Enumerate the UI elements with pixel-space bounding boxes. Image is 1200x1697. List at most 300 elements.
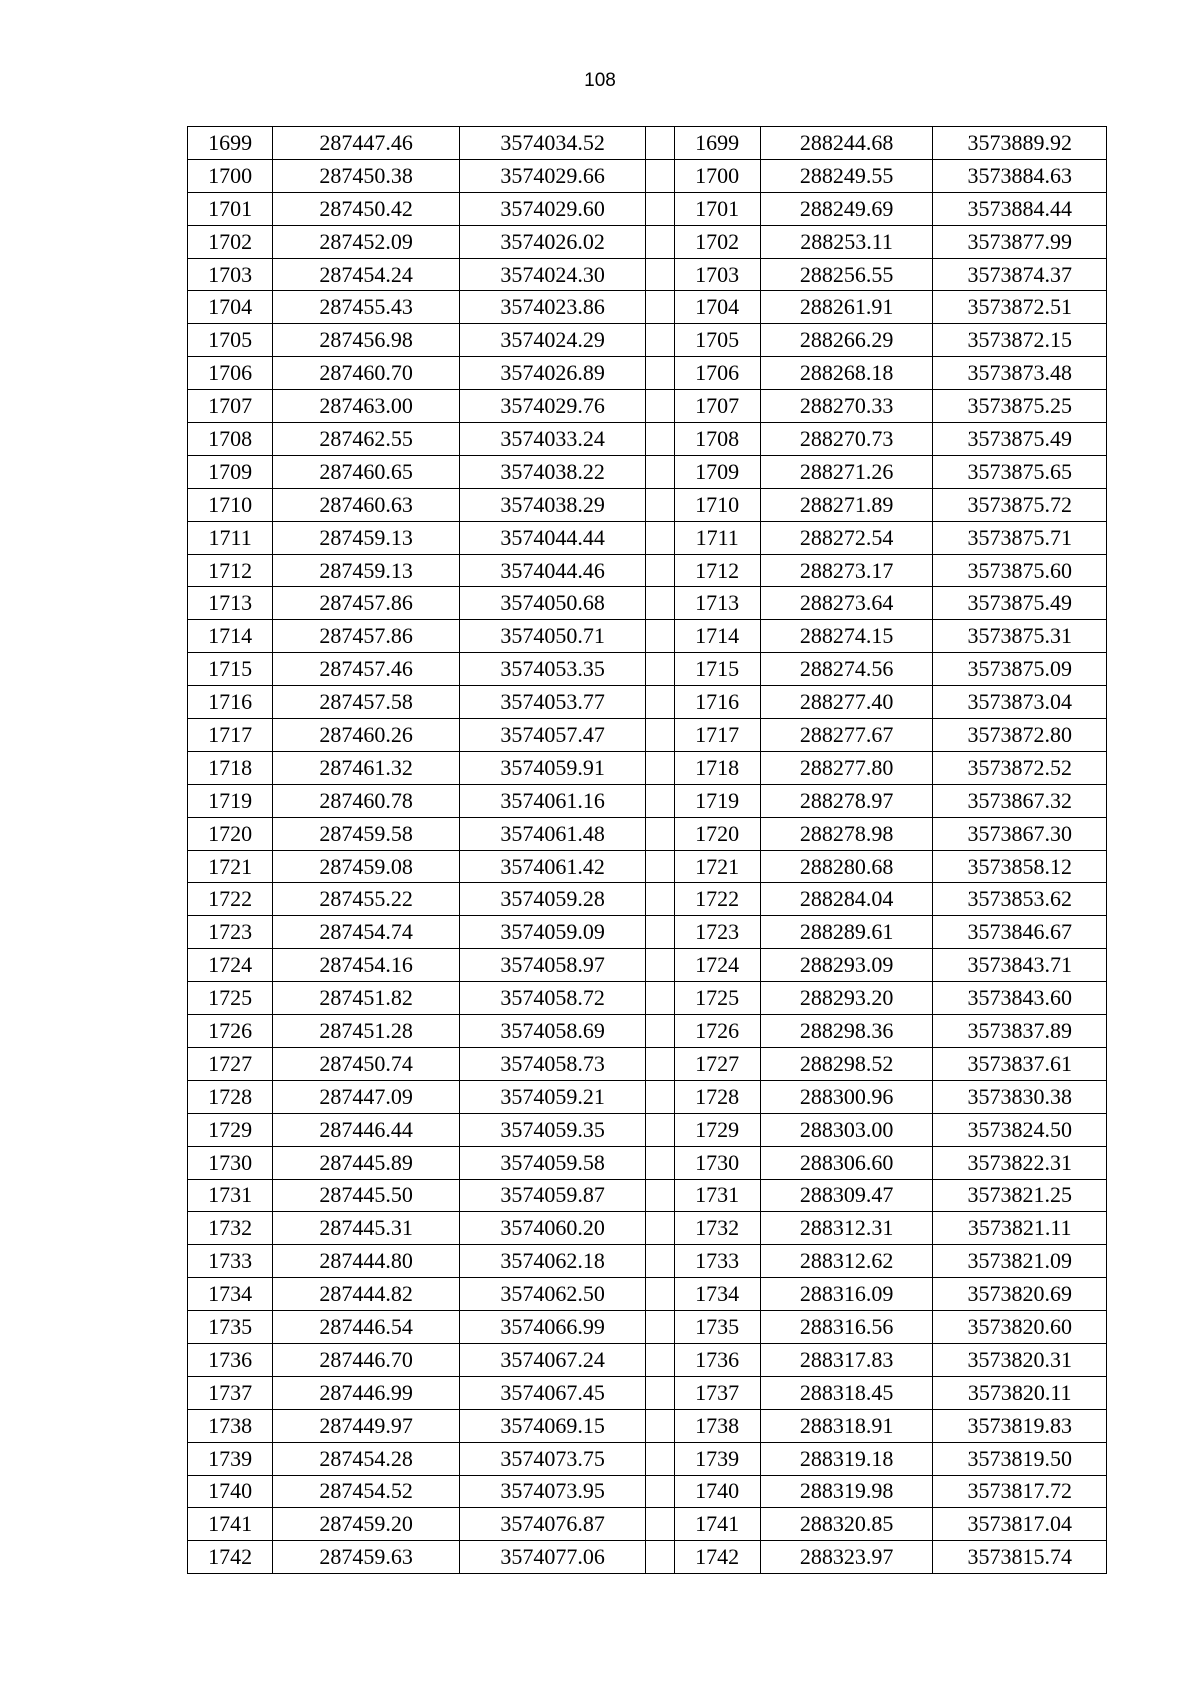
- x-right-cell: 288303.00: [760, 1113, 933, 1146]
- y-right-cell: 3573875.72: [933, 488, 1107, 521]
- x-right-cell: 288278.97: [760, 784, 933, 817]
- y-right-cell: 3573820.31: [933, 1343, 1107, 1376]
- point-id-left-cell: 1735: [188, 1311, 273, 1344]
- x-left-cell: 287459.13: [273, 521, 460, 554]
- x-left-cell: 287445.50: [273, 1179, 460, 1212]
- point-id-right-cell: 1714: [674, 620, 760, 653]
- table-row: [188, 916, 1107, 949]
- y-left-cell: 3574067.24: [459, 1343, 646, 1376]
- gap-cell: [646, 982, 674, 1015]
- point-id-left-cell: 1727: [188, 1047, 273, 1080]
- y-left-cell: 3574050.68: [459, 587, 646, 620]
- point-id-left-cell: 1726: [188, 1015, 273, 1048]
- point-id-right-cell: 1728: [674, 1080, 760, 1113]
- y-left-cell: 3574059.35: [459, 1113, 646, 1146]
- table-row: [188, 521, 1107, 554]
- x-left-cell: 287452.09: [273, 225, 460, 258]
- point-id-left-cell: 1723: [188, 916, 273, 949]
- gap-cell: [646, 686, 674, 719]
- table-row: [188, 1047, 1107, 1080]
- y-right-cell: 3573819.83: [933, 1409, 1107, 1442]
- y-left-cell: 3574073.95: [459, 1475, 646, 1508]
- y-right-cell: 3573872.15: [933, 324, 1107, 357]
- point-id-right-cell: 1729: [674, 1113, 760, 1146]
- y-left-cell: 3574024.30: [459, 258, 646, 291]
- point-id-left-cell: 1713: [188, 587, 273, 620]
- gap-cell: [646, 324, 674, 357]
- x-left-cell: 287446.54: [273, 1311, 460, 1344]
- y-left-cell: 3574059.21: [459, 1080, 646, 1113]
- x-right-cell: 288266.29: [760, 324, 933, 357]
- x-right-cell: 288323.97: [760, 1541, 933, 1574]
- table-row: [188, 1179, 1107, 1212]
- x-left-cell: 287451.82: [273, 982, 460, 1015]
- y-right-cell: 3573877.99: [933, 225, 1107, 258]
- x-left-cell: 287450.38: [273, 159, 460, 192]
- gap-cell: [646, 1080, 674, 1113]
- x-left-cell: 287447.09: [273, 1080, 460, 1113]
- point-id-left-cell: 1701: [188, 192, 273, 225]
- x-right-cell: 288318.45: [760, 1376, 933, 1409]
- y-left-cell: 3574029.76: [459, 390, 646, 423]
- x-right-cell: 288271.26: [760, 455, 933, 488]
- gap-cell: [646, 258, 674, 291]
- y-right-cell: 3573874.37: [933, 258, 1107, 291]
- x-right-cell: 288298.52: [760, 1047, 933, 1080]
- y-right-cell: 3573875.31: [933, 620, 1107, 653]
- x-right-cell: 288298.36: [760, 1015, 933, 1048]
- y-left-cell: 3574044.46: [459, 554, 646, 587]
- point-id-right-cell: 1733: [674, 1245, 760, 1278]
- y-right-cell: 3573824.50: [933, 1113, 1107, 1146]
- point-id-left-cell: 1705: [188, 324, 273, 357]
- gap-cell: [646, 653, 674, 686]
- table-row: [188, 1409, 1107, 1442]
- gap-cell: [646, 1376, 674, 1409]
- point-id-right-cell: 1699: [674, 127, 760, 160]
- x-left-cell: 287446.44: [273, 1113, 460, 1146]
- y-left-cell: 3574038.29: [459, 488, 646, 521]
- x-right-cell: 288277.80: [760, 751, 933, 784]
- point-id-left-cell: 1706: [188, 357, 273, 390]
- x-right-cell: 288312.31: [760, 1212, 933, 1245]
- point-id-right-cell: 1727: [674, 1047, 760, 1080]
- x-left-cell: 287454.16: [273, 949, 460, 982]
- table-row: [188, 455, 1107, 488]
- y-left-cell: 3574073.75: [459, 1442, 646, 1475]
- point-id-right-cell: 1703: [674, 258, 760, 291]
- y-right-cell: 3573820.60: [933, 1311, 1107, 1344]
- y-right-cell: 3573858.12: [933, 850, 1107, 883]
- x-right-cell: 288273.17: [760, 554, 933, 587]
- x-right-cell: 288300.96: [760, 1080, 933, 1113]
- point-id-left-cell: 1732: [188, 1212, 273, 1245]
- point-id-left-cell: 1725: [188, 982, 273, 1015]
- y-left-cell: 3574062.50: [459, 1278, 646, 1311]
- gap-cell: [646, 817, 674, 850]
- y-left-cell: 3574053.77: [459, 686, 646, 719]
- table-row: [188, 488, 1107, 521]
- y-right-cell: 3573830.38: [933, 1080, 1107, 1113]
- y-right-cell: 3573837.89: [933, 1015, 1107, 1048]
- table-row: [188, 850, 1107, 883]
- table-row: [188, 1113, 1107, 1146]
- point-id-right-cell: 1722: [674, 883, 760, 916]
- point-id-right-cell: 1736: [674, 1343, 760, 1376]
- x-right-cell: 288278.98: [760, 817, 933, 850]
- y-right-cell: 3573875.65: [933, 455, 1107, 488]
- x-left-cell: 287447.46: [273, 127, 460, 160]
- gap-cell: [646, 291, 674, 324]
- y-right-cell: 3573867.30: [933, 817, 1107, 850]
- point-id-left-cell: 1719: [188, 784, 273, 817]
- table-row: [188, 1541, 1107, 1574]
- point-id-right-cell: 1726: [674, 1015, 760, 1048]
- x-right-cell: 288293.20: [760, 982, 933, 1015]
- point-id-right-cell: 1720: [674, 817, 760, 850]
- table-row: [188, 883, 1107, 916]
- point-id-left-cell: 1704: [188, 291, 273, 324]
- gap-cell: [646, 455, 674, 488]
- point-id-left-cell: 1734: [188, 1278, 273, 1311]
- y-left-cell: 3574059.87: [459, 1179, 646, 1212]
- y-right-cell: 3573872.52: [933, 751, 1107, 784]
- x-left-cell: 287460.63: [273, 488, 460, 521]
- point-id-right-cell: 1730: [674, 1146, 760, 1179]
- table-row: [188, 1475, 1107, 1508]
- point-id-right-cell: 1718: [674, 751, 760, 784]
- y-left-cell: 3574034.52: [459, 127, 646, 160]
- table-row: [188, 1311, 1107, 1344]
- gap-cell: [646, 127, 674, 160]
- point-id-right-cell: 1734: [674, 1278, 760, 1311]
- point-id-left-cell: 1715: [188, 653, 273, 686]
- x-left-cell: 287460.70: [273, 357, 460, 390]
- table-row: [188, 1376, 1107, 1409]
- y-right-cell: 3573853.62: [933, 883, 1107, 916]
- y-right-cell: 3573822.31: [933, 1146, 1107, 1179]
- point-id-left-cell: 1703: [188, 258, 273, 291]
- x-right-cell: 288249.55: [760, 159, 933, 192]
- point-id-right-cell: 1724: [674, 949, 760, 982]
- table-row: [188, 554, 1107, 587]
- gap-cell: [646, 784, 674, 817]
- y-left-cell: 3574059.09: [459, 916, 646, 949]
- x-right-cell: 288320.85: [760, 1508, 933, 1541]
- x-right-cell: 288244.68: [760, 127, 933, 160]
- table-row: [188, 1080, 1107, 1113]
- point-id-left-cell: 1722: [188, 883, 273, 916]
- point-id-right-cell: 1715: [674, 653, 760, 686]
- point-id-left-cell: 1712: [188, 554, 273, 587]
- table-row: [188, 620, 1107, 653]
- x-right-cell: 288256.55: [760, 258, 933, 291]
- table-row: [188, 1442, 1107, 1475]
- table-row: [188, 751, 1107, 784]
- table-row: [188, 357, 1107, 390]
- y-right-cell: 3573875.71: [933, 521, 1107, 554]
- table-row: [188, 587, 1107, 620]
- y-left-cell: 3574029.66: [459, 159, 646, 192]
- y-left-cell: 3574061.48: [459, 817, 646, 850]
- x-left-cell: 287459.08: [273, 850, 460, 883]
- x-right-cell: 288318.91: [760, 1409, 933, 1442]
- x-left-cell: 287454.74: [273, 916, 460, 949]
- point-id-left-cell: 1729: [188, 1113, 273, 1146]
- y-right-cell: 3573837.61: [933, 1047, 1107, 1080]
- x-right-cell: 288280.68: [760, 850, 933, 883]
- point-id-left-cell: 1700: [188, 159, 273, 192]
- y-left-cell: 3574061.42: [459, 850, 646, 883]
- gap-cell: [646, 1047, 674, 1080]
- point-id-right-cell: 1707: [674, 390, 760, 423]
- gap-cell: [646, 1015, 674, 1048]
- gap-cell: [646, 1475, 674, 1508]
- gap-cell: [646, 620, 674, 653]
- table-row: [188, 1278, 1107, 1311]
- table-row: [188, 982, 1107, 1015]
- point-id-left-cell: 1702: [188, 225, 273, 258]
- y-right-cell: 3573821.11: [933, 1212, 1107, 1245]
- point-id-right-cell: 1708: [674, 423, 760, 456]
- y-left-cell: 3574023.86: [459, 291, 646, 324]
- x-left-cell: 287463.00: [273, 390, 460, 423]
- y-right-cell: 3573875.60: [933, 554, 1107, 587]
- x-right-cell: 288277.40: [760, 686, 933, 719]
- y-left-cell: 3574044.44: [459, 521, 646, 554]
- table-row: [188, 127, 1107, 160]
- x-left-cell: 287445.31: [273, 1212, 460, 1245]
- point-id-right-cell: 1719: [674, 784, 760, 817]
- point-id-right-cell: 1738: [674, 1409, 760, 1442]
- x-left-cell: 287450.74: [273, 1047, 460, 1080]
- x-left-cell: 287450.42: [273, 192, 460, 225]
- x-left-cell: 287455.22: [273, 883, 460, 916]
- gap-cell: [646, 587, 674, 620]
- gap-cell: [646, 1311, 674, 1344]
- gap-cell: [646, 751, 674, 784]
- table-row: [188, 949, 1107, 982]
- y-right-cell: 3573817.04: [933, 1508, 1107, 1541]
- gap-cell: [646, 554, 674, 587]
- point-id-left-cell: 1742: [188, 1541, 273, 1574]
- y-right-cell: 3573873.04: [933, 686, 1107, 719]
- y-right-cell: 3573867.32: [933, 784, 1107, 817]
- table-row: [188, 291, 1107, 324]
- y-right-cell: 3573875.49: [933, 587, 1107, 620]
- y-right-cell: 3573819.50: [933, 1442, 1107, 1475]
- table-row: [188, 817, 1107, 850]
- x-right-cell: 288277.67: [760, 719, 933, 752]
- point-id-right-cell: 1742: [674, 1541, 760, 1574]
- gap-cell: [646, 883, 674, 916]
- x-right-cell: 288312.62: [760, 1245, 933, 1278]
- point-id-left-cell: 1739: [188, 1442, 273, 1475]
- x-left-cell: 287444.80: [273, 1245, 460, 1278]
- x-left-cell: 287446.99: [273, 1376, 460, 1409]
- point-id-left-cell: 1707: [188, 390, 273, 423]
- point-id-left-cell: 1708: [188, 423, 273, 456]
- gap-cell: [646, 1442, 674, 1475]
- table-row: [188, 686, 1107, 719]
- point-id-right-cell: 1712: [674, 554, 760, 587]
- x-left-cell: 287457.86: [273, 620, 460, 653]
- point-id-right-cell: 1732: [674, 1212, 760, 1245]
- point-id-left-cell: 1714: [188, 620, 273, 653]
- x-right-cell: 288274.15: [760, 620, 933, 653]
- point-id-right-cell: 1702: [674, 225, 760, 258]
- x-right-cell: 288316.09: [760, 1278, 933, 1311]
- page-number: 108: [584, 70, 616, 91]
- point-id-left-cell: 1741: [188, 1508, 273, 1541]
- point-id-right-cell: 1741: [674, 1508, 760, 1541]
- x-right-cell: 288316.56: [760, 1311, 933, 1344]
- y-right-cell: 3573884.63: [933, 159, 1107, 192]
- y-right-cell: 3573820.11: [933, 1376, 1107, 1409]
- gap-cell: [646, 521, 674, 554]
- point-id-right-cell: 1709: [674, 455, 760, 488]
- x-right-cell: 288253.11: [760, 225, 933, 258]
- x-left-cell: 287457.86: [273, 587, 460, 620]
- point-id-right-cell: 1737: [674, 1376, 760, 1409]
- y-left-cell: 3574026.89: [459, 357, 646, 390]
- y-left-cell: 3574059.28: [459, 883, 646, 916]
- point-id-right-cell: 1731: [674, 1179, 760, 1212]
- coordinates-table: [187, 126, 1107, 1574]
- x-left-cell: 287454.24: [273, 258, 460, 291]
- point-id-left-cell: 1730: [188, 1146, 273, 1179]
- x-right-cell: 288306.60: [760, 1146, 933, 1179]
- point-id-right-cell: 1739: [674, 1442, 760, 1475]
- y-left-cell: 3574057.47: [459, 719, 646, 752]
- y-right-cell: 3573815.74: [933, 1541, 1107, 1574]
- gap-cell: [646, 1146, 674, 1179]
- table-row: [188, 225, 1107, 258]
- x-left-cell: 287460.26: [273, 719, 460, 752]
- table-row: [188, 1146, 1107, 1179]
- gap-cell: [646, 850, 674, 883]
- y-left-cell: 3574067.45: [459, 1376, 646, 1409]
- x-right-cell: 288309.47: [760, 1179, 933, 1212]
- y-left-cell: 3574059.58: [459, 1146, 646, 1179]
- point-id-right-cell: 1735: [674, 1311, 760, 1344]
- x-left-cell: 287460.65: [273, 455, 460, 488]
- gap-cell: [646, 225, 674, 258]
- table-row: [188, 1212, 1107, 1245]
- point-id-left-cell: 1709: [188, 455, 273, 488]
- x-left-cell: 287454.52: [273, 1475, 460, 1508]
- gap-cell: [646, 1541, 674, 1574]
- x-right-cell: 288272.54: [760, 521, 933, 554]
- point-id-right-cell: 1723: [674, 916, 760, 949]
- y-left-cell: 3574038.22: [459, 455, 646, 488]
- coordinates-table-body: [188, 127, 1107, 1574]
- table-row: [188, 653, 1107, 686]
- x-right-cell: 288319.18: [760, 1442, 933, 1475]
- x-right-cell: 288271.89: [760, 488, 933, 521]
- x-right-cell: 288284.04: [760, 883, 933, 916]
- y-right-cell: 3573872.51: [933, 291, 1107, 324]
- point-id-left-cell: 1699: [188, 127, 273, 160]
- y-left-cell: 3574026.02: [459, 225, 646, 258]
- y-left-cell: 3574033.24: [459, 423, 646, 456]
- table-row: [188, 258, 1107, 291]
- point-id-left-cell: 1740: [188, 1475, 273, 1508]
- gap-cell: [646, 916, 674, 949]
- y-left-cell: 3574058.72: [459, 982, 646, 1015]
- y-right-cell: 3573875.25: [933, 390, 1107, 423]
- y-left-cell: 3574058.69: [459, 1015, 646, 1048]
- y-right-cell: 3573846.67: [933, 916, 1107, 949]
- table-row: [188, 423, 1107, 456]
- point-id-left-cell: 1728: [188, 1080, 273, 1113]
- y-right-cell: 3573843.60: [933, 982, 1107, 1015]
- gap-cell: [646, 1179, 674, 1212]
- point-id-left-cell: 1736: [188, 1343, 273, 1376]
- gap-cell: [646, 159, 674, 192]
- table-row: [188, 192, 1107, 225]
- x-left-cell: 287454.28: [273, 1442, 460, 1475]
- x-right-cell: 288274.56: [760, 653, 933, 686]
- gap-cell: [646, 357, 674, 390]
- point-id-right-cell: 1725: [674, 982, 760, 1015]
- gap-cell: [646, 949, 674, 982]
- y-left-cell: 3574077.06: [459, 1541, 646, 1574]
- point-id-left-cell: 1738: [188, 1409, 273, 1442]
- point-id-right-cell: 1706: [674, 357, 760, 390]
- x-left-cell: 287446.70: [273, 1343, 460, 1376]
- y-left-cell: 3574062.18: [459, 1245, 646, 1278]
- y-left-cell: 3574061.16: [459, 784, 646, 817]
- gap-cell: [646, 1245, 674, 1278]
- gap-cell: [646, 1278, 674, 1311]
- x-right-cell: 288289.61: [760, 916, 933, 949]
- point-id-left-cell: 1731: [188, 1179, 273, 1212]
- gap-cell: [646, 1343, 674, 1376]
- gap-cell: [646, 423, 674, 456]
- point-id-right-cell: 1716: [674, 686, 760, 719]
- point-id-right-cell: 1721: [674, 850, 760, 883]
- point-id-right-cell: 1713: [674, 587, 760, 620]
- table-row: [188, 159, 1107, 192]
- point-id-left-cell: 1724: [188, 949, 273, 982]
- x-left-cell: 287449.97: [273, 1409, 460, 1442]
- y-left-cell: 3574058.97: [459, 949, 646, 982]
- x-right-cell: 288270.73: [760, 423, 933, 456]
- x-left-cell: 287456.98: [273, 324, 460, 357]
- point-id-right-cell: 1740: [674, 1475, 760, 1508]
- y-left-cell: 3574053.35: [459, 653, 646, 686]
- y-left-cell: 3574058.73: [459, 1047, 646, 1080]
- y-right-cell: 3573875.49: [933, 423, 1107, 456]
- table-row: [188, 784, 1107, 817]
- x-left-cell: 287457.46: [273, 653, 460, 686]
- x-right-cell: 288273.64: [760, 587, 933, 620]
- point-id-right-cell: 1704: [674, 291, 760, 324]
- y-right-cell: 3573843.71: [933, 949, 1107, 982]
- y-right-cell: 3573873.48: [933, 357, 1107, 390]
- y-right-cell: 3573821.25: [933, 1179, 1107, 1212]
- y-right-cell: 3573821.09: [933, 1245, 1107, 1278]
- point-id-right-cell: 1717: [674, 719, 760, 752]
- point-id-right-cell: 1701: [674, 192, 760, 225]
- point-id-left-cell: 1720: [188, 817, 273, 850]
- point-id-left-cell: 1733: [188, 1245, 273, 1278]
- x-left-cell: 287460.78: [273, 784, 460, 817]
- point-id-right-cell: 1710: [674, 488, 760, 521]
- x-left-cell: 287459.20: [273, 1508, 460, 1541]
- point-id-left-cell: 1737: [188, 1376, 273, 1409]
